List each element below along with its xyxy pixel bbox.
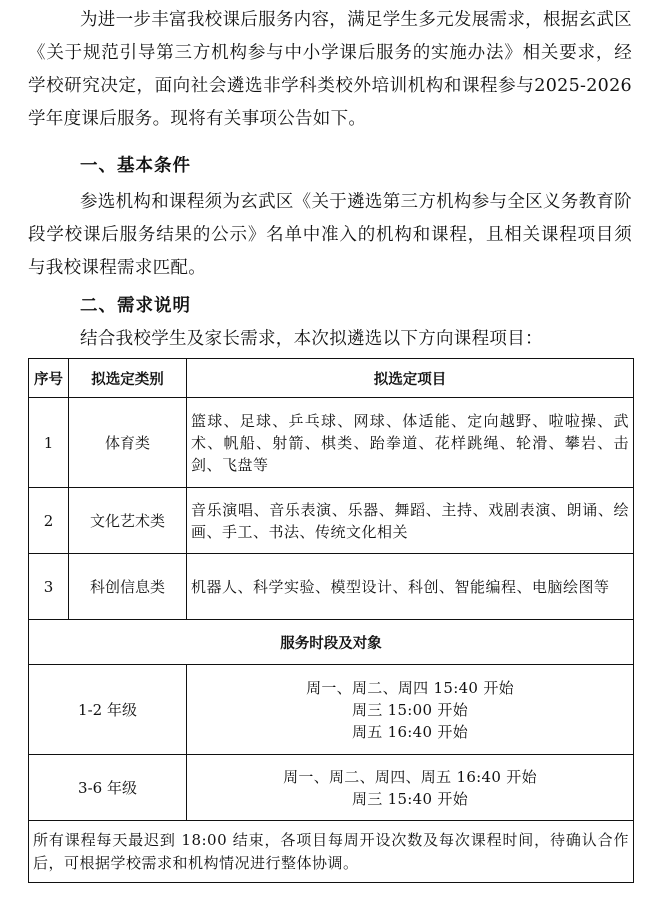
table-row [29,398,634,488]
header-no: 序号 [29,359,69,398]
schedule-title-row [29,620,634,665]
schedule-title: 服务时段及对象 [29,620,634,665]
section2-text: 结合我校学生及家长需求，本次拟遴选以下方向课程项目： [80,329,543,349]
section2-paragraph [28,324,632,354]
note-row [29,821,634,883]
row-category: 文化艺术类 [69,488,187,554]
schedule-row [29,665,634,755]
schedule-row [29,755,634,821]
row-category: 科创信息类 [69,554,187,620]
intro-text: 为进一步丰富我校课后服务内容，满足学生多元发展需求，根据玄武区《关于规范引导第三方机构参与中小学课后服务的实施办法》相关要求，经学校研究决定，面向社会遴选非学科类校外培训机构和课程参与2025-2026学年度课后服务。现将有关事项公告如下。 [28,10,632,129]
table-row [29,488,634,554]
row-category: 体育类 [69,398,187,488]
table-header-row [29,359,634,398]
row-no: 3 [29,554,69,620]
schedule-time-line: 周三 15:00 开始 [351,700,469,719]
schedule-time-line: 周一、周二、周四、周五 16:40 开始 [283,767,537,786]
schedule-times [187,755,634,821]
section1-heading: 一、基本条件 [80,156,191,176]
section2-heading: 二、需求说明 [80,296,191,316]
schedule-time-line: 周五 16:40 开始 [351,722,469,741]
requirements-table [28,358,634,883]
section1-paragraph [28,186,632,285]
row-items: 篮球、足球、乒乓球、网球、体适能、定向越野、啦啦操、武术、帆船、射箭、棋类、跆拳道、花样跳绳、轮滑、攀岩、击剑、飞盘等 [187,398,634,488]
header-category: 拟选定类别 [69,359,187,398]
row-no: 2 [29,488,69,554]
schedule-time-line: 周三 15:40 开始 [351,789,469,808]
table-note: 所有课程每天最迟到 18:00 结束，各项目每周开设次数及每次课程时间，待确认合作后，可根据学校需求和机构情况进行整体协调。 [29,821,634,883]
table-row [29,554,634,620]
schedule-times [187,665,634,755]
row-no: 1 [29,398,69,488]
row-items: 音乐演唱、音乐表演、乐器、舞蹈、主持、戏剧表演、朗诵、绘画、手工、书法、传统文化相关 [187,488,634,554]
header-items: 拟选定项目 [187,359,634,398]
section1-text: 参选机构和课程须为玄武区《关于遴选第三方机构参与全区义务教育阶段学校课后服务结果的公示》名单中准入的机构和课程，且相关课程项目须与我校课程需求匹配。 [28,192,632,278]
schedule-grade: 3-6 年级 [29,755,187,821]
row-items: 机器人、科学实验、模型设计、科创、智能编程、电脑绘图等 [187,554,634,620]
schedule-grade: 1-2 年级 [29,665,187,755]
intro-paragraph [28,4,632,136]
schedule-time-line: 周一、周二、周四 15:40 开始 [306,678,514,697]
